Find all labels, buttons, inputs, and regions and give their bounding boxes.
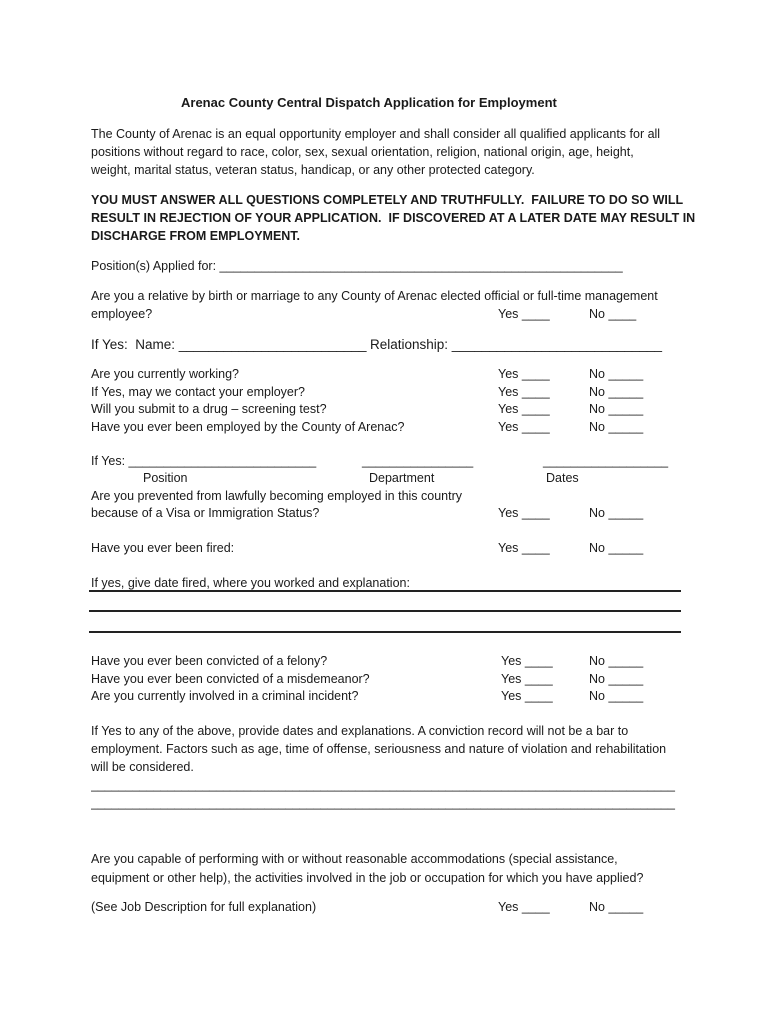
fired-question: Have you ever been fired: xyxy=(91,541,235,555)
question: Will you submit to a drug – screening test? xyxy=(91,402,327,416)
explanation-line[interactable] xyxy=(89,590,681,592)
county-position-field[interactable]: If Yes: ___________________________ xyxy=(91,454,317,468)
conviction-note: will be considered. xyxy=(91,760,194,774)
question: Have you ever been convicted of a felony? xyxy=(91,654,328,668)
answer-yes[interactable]: Yes ____ xyxy=(498,385,550,399)
fired-yes[interactable]: Yes ____ xyxy=(498,541,550,555)
capable-no[interactable]: No _____ xyxy=(589,900,644,914)
relative-yes[interactable]: Yes ____ xyxy=(498,307,550,321)
answer-yes[interactable]: Yes ____ xyxy=(498,367,550,381)
relative-question: Are you a relative by birth or marriage to any County of Arenac elected official or full-time management xyxy=(91,289,658,303)
position-applied-field[interactable]: Position(s) Applied for: __________________________________________________________ xyxy=(91,259,623,273)
county-dates-field[interactable]: __________________ xyxy=(543,454,669,468)
visa-question: Are you prevented from lawfully becoming employed in this country xyxy=(91,489,463,503)
warning-line: RESULT IN REJECTION OF YOUR APPLICATION. IF DISCOVERED AT A LATER DATE MAY RESULT IN xyxy=(91,211,696,225)
visa-question: because of a Visa or Immigration Status? xyxy=(91,506,320,520)
relative-no[interactable]: No ____ xyxy=(589,307,637,321)
job-description-note: (See Job Description for full explanation) xyxy=(91,900,317,914)
fired-no[interactable]: No _____ xyxy=(589,541,644,555)
question: If Yes, may we contact your employer? xyxy=(91,385,305,399)
dates-label: Dates xyxy=(546,471,579,485)
capable-question: equipment or other help), the activities involved in the job or occupation for which you have applied? xyxy=(91,871,644,885)
answer-yes[interactable]: Yes ____ xyxy=(498,402,550,416)
conviction-answer-line[interactable]: ____________________________________________________________________________________ xyxy=(91,796,675,810)
capable-yes[interactable]: Yes ____ xyxy=(498,900,550,914)
capable-question: Are you capable of performing with or without reasonable accommodations (special assistance, xyxy=(91,852,618,866)
department-label: Department xyxy=(369,471,435,485)
question: Have you ever been convicted of a misdemeanor? xyxy=(91,672,370,686)
position-label: Position xyxy=(143,471,188,485)
answer-no[interactable]: No _____ xyxy=(589,654,644,668)
visa-no[interactable]: No _____ xyxy=(589,506,644,520)
county-department-field[interactable]: ________________ xyxy=(362,454,474,468)
if-yes-name-field[interactable]: If Yes: Name: _________________________ xyxy=(91,337,367,352)
fired-explanation-label: If yes, give date fired, where you worked and explanation: xyxy=(91,576,410,590)
visa-yes[interactable]: Yes ____ xyxy=(498,506,550,520)
explanation-line[interactable] xyxy=(89,631,681,633)
warning-line: YOU MUST ANSWER ALL QUESTIONS COMPLETELY AND TRUTHFULLY. FAILURE TO DO SO WILL xyxy=(91,193,684,207)
answer-no[interactable]: No _____ xyxy=(589,672,644,686)
intro-line: weight, marital status, veteran status, handicap, or any other protected category. xyxy=(91,163,535,177)
relationship-field[interactable]: Relationship: ____________________________ xyxy=(370,337,663,352)
answer-no[interactable]: No _____ xyxy=(589,689,644,703)
intro-line: The County of Arenac is an equal opportunity employer and shall consider all qualified applicants for all xyxy=(91,127,661,141)
question: Have you ever been employed by the County of Arenac? xyxy=(91,420,405,434)
explanation-line[interactable] xyxy=(89,610,681,612)
relative-question: employee? xyxy=(91,307,153,321)
conviction-note: employment. Factors such as age, time of offense, seriousness and nature of violation and rehabilitation xyxy=(91,742,667,756)
page-title: Arenac County Central Dispatch Application for Employment xyxy=(181,95,557,110)
answer-no[interactable]: No _____ xyxy=(589,385,644,399)
answer-yes[interactable]: Yes ____ xyxy=(501,654,553,668)
answer-yes[interactable]: Yes ____ xyxy=(501,672,553,686)
warning-line: DISCHARGE FROM EMPLOYMENT. xyxy=(91,229,301,243)
question: Are you currently involved in a criminal incident? xyxy=(91,689,359,703)
intro-line: positions without regard to race, color, sex, sexual orientation, religion, national origin, age, height, xyxy=(91,145,634,159)
answer-no[interactable]: No _____ xyxy=(589,367,644,381)
answer-no[interactable]: No _____ xyxy=(589,402,644,416)
question: Are you currently working? xyxy=(91,367,239,381)
answer-yes[interactable]: Yes ____ xyxy=(501,689,553,703)
conviction-answer-line[interactable]: ____________________________________________________________________________________ xyxy=(91,778,675,792)
answer-yes[interactable]: Yes ____ xyxy=(498,420,550,434)
answer-no[interactable]: No _____ xyxy=(589,420,644,434)
conviction-note: If Yes to any of the above, provide dates and explanations. A conviction record will not be a bar to xyxy=(91,724,629,738)
